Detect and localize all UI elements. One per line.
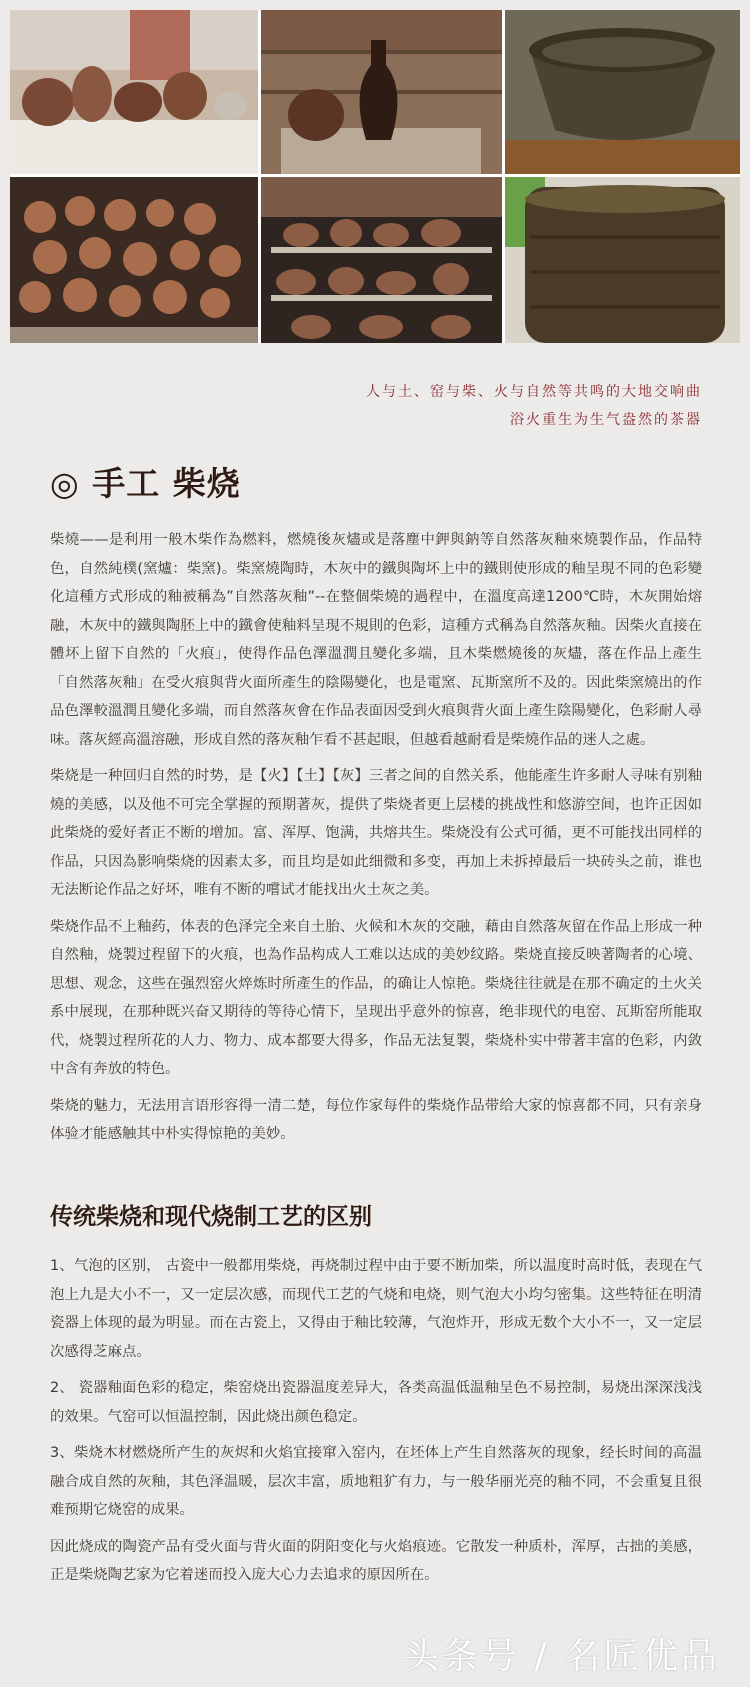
poem-line-1: 人与土、窑与柴、火与自然等共鸣的大地交响曲 — [366, 384, 702, 400]
section-title-handmade-wood-firing: ◎ 手工 柴烧 — [50, 464, 241, 503]
paragraph: 柴燒——是利用一般木柴作為燃料，燃燒後灰燼或是落塵中鉀與鈉等自然落灰釉來燒製作品，作品特色，自然純樸(窯爐：柴窯)。柴窯燒陶時，木灰中的鐵與陶坏上中的鐵則使形成的釉呈現不同的色彩變化這種方式形成的釉被稱為”自然落灰釉”--在整個柴燒的過程中，在溫度高達1200℃時，木灰開始熔融，木灰中的鐵與陶胚上中的鐵會使釉料呈現不規則的色彩，這種方式稱為自然落灰釉。因柴火直接在體坏上留下自然的「火痕」，使得作品色澤溫潤且變化多端，且木柴燃燒後的灰燼，落在作品上產生「自然落灰釉」在受火痕與背火面所產生的陰陽變化，也是電窯、瓦斯窯所不及的。因此柴窯燒出的作品色澤較溫潤且變化多端，而自然落灰會在作品表面因受到火痕與背火面上產生陰陽變化，色彩耐人尋味。落灰經高溫溶融，形成自然的落灰釉乍看不甚起眼，但越看越耐看是柴燒作品的迷人之處。 — [50, 532, 702, 748]
paragraph: 3、柴烧木材燃烧所产生的灰烬和火焰宜接窜入窑内，在坯体上产生自然落灰的现象，经长时间的高温融合成自然的灰釉，其色泽温暖，层次丰富，质地粗犷有力，与一般华丽光亮的釉不同，不会重复且很难预期它烧窑的成果。 — [50, 1445, 702, 1518]
paragraph: 2、 瓷器釉面色彩的稳定，柴窑烧出瓷器温度差异大，各类高温低温釉呈色不易控制，易烧出深深浅浅的效果。气窑可以恒温控制，因此烧出颜色稳定。 — [50, 1380, 702, 1425]
poem-block — [366, 378, 702, 434]
photo-collage — [10, 10, 740, 343]
photo-tea-bowl — [505, 10, 740, 174]
paragraph: 柴烧的魅力，无法用言语形容得一清二楚，每位作家每件的柴烧作品带给大家的惊喜都不同，只有亲身体验才能感触其中朴实得惊艳的美妙。 — [50, 1097, 702, 1142]
paragraph: 1、气泡的区别， 古瓷中一般都用柴烧，再烧制过程中由于要不断加柴，所以温度时高时低，表现在气泡上九是大小不一，又一定层次感，而现代工艺的气烧和电烧，则气泡大小均匀密集。这些特征在明清瓷器上体现的最为明显。而在古瓷上，又得由于釉比较薄，气泡炸开，形成无数个大小不一，又一定层次感得芝麻点。 — [50, 1258, 702, 1360]
section-1-body — [50, 526, 702, 1157]
photo-pots-on-shelf — [10, 10, 258, 174]
photo-kiln-bowls — [10, 177, 258, 343]
paragraph: 因此烧成的陶瓷产品有受火面与背火面的阴阳变化与火焰痕迹。它散发一种质朴，浑厚，古拙的美感，正是柴烧陶艺家为它着迷而投入庞大心力去追求的原因所在。 — [50, 1538, 702, 1583]
section-2-body — [50, 1252, 702, 1598]
watermark: 头条号 / 名匠优品 — [402, 1636, 720, 1677]
paragraph: 柴烧作品不上釉药，体表的色泽完全来自土胎、火候和木灰的交融，藉由自然落灰留在作品上形成一种自然釉，烧製过程留下的火痕，也為作品构成人工难以达成的美妙纹路。柴烧直接反映著陶者的心境、思想、观念，这些在强烈窑火焠炼时所產生的作品，的确让人惊艳。柴烧往往就是在那不确定的土火关系中展现，在那种既兴奋又期待的等待心情下，呈现出乎意外的惊喜，绝非现代的电窑、瓦斯窑所能取代，烧製过程所花的人力、物力、成本都要大得多，作品无法复製，柴烧朴实中带著丰富的色彩，内敛中含有奔放的特色。 — [50, 918, 702, 1077]
photo-kiln-shelves — [261, 177, 502, 343]
photo-bottle-and-jar — [261, 10, 502, 174]
paragraph: 柴烧是一种回归自然的时势，是【火】【土】【灰】三者之间的自然关系，他能產生许多耐人寻味有别釉燒的美感，以及他不可完全掌握的预期著灰，提供了柴烧者更上层楼的挑战性和悠游空间，也许正因如此柴烧的爱好者正不断的增加。富、浑厚、饱满，共熔共生。柴烧没有公式可循，更不可能找出同样的作品，只因為影响柴烧的因素太多，而且均是如此细微和多变，再加上未拆掉最后一块砖头之前，谁也无法断论作品之好坏，唯有不断的嚐试才能找出火土灰之美。 — [50, 768, 702, 898]
poem-line-2: 浴火重生为生气盎然的茶器 — [510, 412, 702, 428]
section-title-differences: 传统柴烧和现代烧制工艺的区别 — [50, 1203, 372, 1230]
photo-cup-closeup — [505, 177, 740, 343]
